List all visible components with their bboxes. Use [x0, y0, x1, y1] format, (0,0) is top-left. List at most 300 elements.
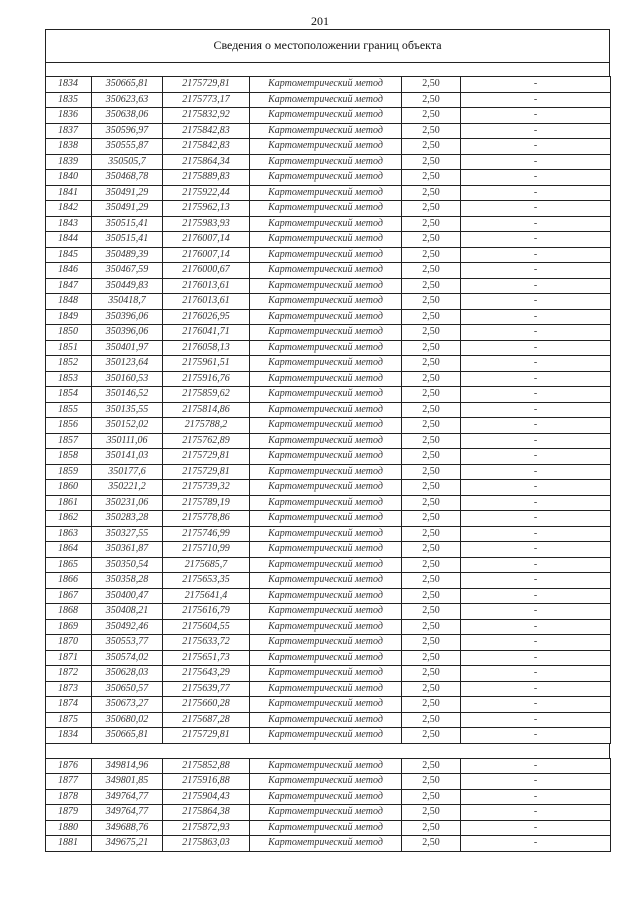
- x-coordinate-cell: 350400,47: [92, 588, 163, 604]
- point-number-cell: 1844: [46, 232, 92, 248]
- point-number-cell: 1868: [46, 604, 92, 620]
- note-cell: -: [461, 728, 611, 744]
- note-cell: -: [461, 216, 611, 232]
- x-coordinate-cell: 350401,97: [92, 340, 163, 356]
- method-cell: Картометрический метод: [250, 542, 402, 558]
- table-header-frame: [45, 29, 610, 76]
- x-coordinate-cell: 350596,97: [92, 123, 163, 139]
- point-number-cell: 1843: [46, 216, 92, 232]
- method-cell: Картометрический метод: [250, 170, 402, 186]
- method-cell: Картометрический метод: [250, 185, 402, 201]
- table-row: [46, 402, 611, 418]
- x-coordinate-cell: 350553,77: [92, 635, 163, 651]
- note-cell: -: [461, 449, 611, 465]
- header-divider: [46, 62, 609, 63]
- accuracy-cell: 2,50: [402, 542, 461, 558]
- point-number-cell: 1871: [46, 650, 92, 666]
- note-cell: -: [461, 356, 611, 372]
- note-cell: -: [461, 588, 611, 604]
- x-coordinate-cell: 350327,55: [92, 526, 163, 542]
- y-coordinate-cell: 2175739,32: [163, 480, 250, 496]
- method-cell: Картометрический метод: [250, 697, 402, 713]
- table-row: [46, 495, 611, 511]
- point-number-cell: 1857: [46, 433, 92, 449]
- x-coordinate-cell: 350135,55: [92, 402, 163, 418]
- table-row: [46, 650, 611, 666]
- x-coordinate-cell: 350468,78: [92, 170, 163, 186]
- accuracy-cell: 2,50: [402, 418, 461, 434]
- table-row: [46, 263, 611, 279]
- point-number-cell: 1846: [46, 263, 92, 279]
- point-number-cell: 1837: [46, 123, 92, 139]
- table-row: [46, 216, 611, 232]
- table-row: [46, 604, 611, 620]
- accuracy-cell: 2,50: [402, 108, 461, 124]
- note-cell: -: [461, 697, 611, 713]
- point-number-cell: 1867: [46, 588, 92, 604]
- note-cell: -: [461, 789, 611, 805]
- y-coordinate-cell: 2175653,35: [163, 573, 250, 589]
- table-row: [46, 185, 611, 201]
- table-row: [46, 635, 611, 651]
- method-cell: Картометрический метод: [250, 619, 402, 635]
- method-cell: Картометрический метод: [250, 294, 402, 310]
- point-number-cell: 1873: [46, 681, 92, 697]
- note-cell: -: [461, 666, 611, 682]
- accuracy-cell: 2,50: [402, 619, 461, 635]
- table-row: [46, 836, 611, 852]
- x-coordinate-cell: 350515,41: [92, 232, 163, 248]
- method-cell: Картометрический метод: [250, 92, 402, 108]
- note-cell: -: [461, 371, 611, 387]
- table-row: [46, 139, 611, 155]
- accuracy-cell: 2,50: [402, 170, 461, 186]
- x-coordinate-cell: 350665,81: [92, 728, 163, 744]
- accuracy-cell: 2,50: [402, 712, 461, 728]
- point-number-cell: 1834: [46, 77, 92, 93]
- point-number-cell: 1872: [46, 666, 92, 682]
- point-number-cell: 1850: [46, 325, 92, 341]
- y-coordinate-cell: 2175889,83: [163, 170, 250, 186]
- accuracy-cell: 2,50: [402, 557, 461, 573]
- note-cell: -: [461, 294, 611, 310]
- table-row: [46, 789, 611, 805]
- x-coordinate-cell: 350358,28: [92, 573, 163, 589]
- y-coordinate-cell: 2175729,81: [163, 449, 250, 465]
- y-coordinate-cell: 2175729,81: [163, 77, 250, 93]
- method-cell: Картометрический метод: [250, 805, 402, 821]
- accuracy-cell: 2,50: [402, 758, 461, 774]
- y-coordinate-cell: 2175746,99: [163, 526, 250, 542]
- point-number-cell: 1862: [46, 511, 92, 527]
- y-coordinate-cell: 2175641,4: [163, 588, 250, 604]
- y-coordinate-cell: 2176013,61: [163, 294, 250, 310]
- method-cell: Картометрический метод: [250, 356, 402, 372]
- note-cell: -: [461, 712, 611, 728]
- method-cell: Картометрический метод: [250, 201, 402, 217]
- point-number-cell: 1880: [46, 820, 92, 836]
- accuracy-cell: 2,50: [402, 449, 461, 465]
- method-cell: Картометрический метод: [250, 154, 402, 170]
- x-coordinate-cell: 350361,87: [92, 542, 163, 558]
- point-number-cell: 1847: [46, 278, 92, 294]
- point-number-cell: 1864: [46, 542, 92, 558]
- y-coordinate-cell: 2175773,17: [163, 92, 250, 108]
- note-cell: -: [461, 433, 611, 449]
- y-coordinate-cell: 2175660,28: [163, 697, 250, 713]
- x-coordinate-cell: 349814,96: [92, 758, 163, 774]
- x-coordinate-cell: 349688,76: [92, 820, 163, 836]
- accuracy-cell: 2,50: [402, 635, 461, 651]
- accuracy-cell: 2,50: [402, 573, 461, 589]
- point-number-cell: 1860: [46, 480, 92, 496]
- y-coordinate-cell: 2175864,34: [163, 154, 250, 170]
- accuracy-cell: 2,50: [402, 495, 461, 511]
- table-row: [46, 681, 611, 697]
- table-row: [46, 108, 611, 124]
- note-cell: -: [461, 139, 611, 155]
- accuracy-cell: 2,50: [402, 526, 461, 542]
- table-row: [46, 820, 611, 836]
- table-row: [46, 449, 611, 465]
- note-cell: -: [461, 185, 611, 201]
- table-row: [46, 619, 611, 635]
- section-gap: [45, 744, 610, 758]
- method-cell: Картометрический метод: [250, 216, 402, 232]
- accuracy-cell: 2,50: [402, 697, 461, 713]
- point-number-cell: 1856: [46, 418, 92, 434]
- y-coordinate-cell: 2176007,14: [163, 232, 250, 248]
- y-coordinate-cell: 2175762,89: [163, 433, 250, 449]
- table-row: [46, 247, 611, 263]
- table-row: [46, 557, 611, 573]
- x-coordinate-cell: 350141,03: [92, 449, 163, 465]
- y-coordinate-cell: 2175842,83: [163, 139, 250, 155]
- table-row: [46, 712, 611, 728]
- accuracy-cell: 2,50: [402, 77, 461, 93]
- table-row: [46, 666, 611, 682]
- point-number-cell: 1848: [46, 294, 92, 310]
- y-coordinate-cell: 2175729,81: [163, 728, 250, 744]
- table-row: [46, 526, 611, 542]
- x-coordinate-cell: 350638,06: [92, 108, 163, 124]
- method-cell: Картометрический метод: [250, 728, 402, 744]
- method-cell: Картометрический метод: [250, 681, 402, 697]
- accuracy-cell: 2,50: [402, 356, 461, 372]
- x-coordinate-cell: 350665,81: [92, 77, 163, 93]
- accuracy-cell: 2,50: [402, 650, 461, 666]
- accuracy-cell: 2,50: [402, 588, 461, 604]
- y-coordinate-cell: 2175842,83: [163, 123, 250, 139]
- x-coordinate-cell: 350489,39: [92, 247, 163, 263]
- method-cell: Картометрический метод: [250, 418, 402, 434]
- note-cell: -: [461, 325, 611, 341]
- method-cell: Картометрический метод: [250, 433, 402, 449]
- table-row: [46, 371, 611, 387]
- table-row: [46, 123, 611, 139]
- table-row: [46, 77, 611, 93]
- x-coordinate-cell: 350574,02: [92, 650, 163, 666]
- x-coordinate-cell: 350408,21: [92, 604, 163, 620]
- method-cell: Картометрический метод: [250, 340, 402, 356]
- method-cell: Картометрический метод: [250, 402, 402, 418]
- method-cell: Картометрический метод: [250, 495, 402, 511]
- point-number-cell: 1841: [46, 185, 92, 201]
- method-cell: Картометрический метод: [250, 77, 402, 93]
- table-row: [46, 758, 611, 774]
- y-coordinate-cell: 2175922,44: [163, 185, 250, 201]
- y-coordinate-cell: 2175639,77: [163, 681, 250, 697]
- x-coordinate-cell: 350673,27: [92, 697, 163, 713]
- note-cell: -: [461, 201, 611, 217]
- point-number-cell: 1849: [46, 309, 92, 325]
- accuracy-cell: 2,50: [402, 123, 461, 139]
- x-coordinate-cell: 350515,41: [92, 216, 163, 232]
- method-cell: Картометрический метод: [250, 650, 402, 666]
- note-cell: -: [461, 758, 611, 774]
- note-cell: -: [461, 650, 611, 666]
- table-row: [46, 588, 611, 604]
- point-number-cell: 1870: [46, 635, 92, 651]
- accuracy-cell: 2,50: [402, 402, 461, 418]
- point-number-cell: 1853: [46, 371, 92, 387]
- y-coordinate-cell: 2175863,03: [163, 836, 250, 852]
- coordinates-table-section-2: [45, 758, 611, 852]
- x-coordinate-cell: 349801,85: [92, 774, 163, 790]
- accuracy-cell: 2,50: [402, 604, 461, 620]
- y-coordinate-cell: 2175616,79: [163, 604, 250, 620]
- note-cell: -: [461, 480, 611, 496]
- x-coordinate-cell: 350628,03: [92, 666, 163, 682]
- note-cell: -: [461, 774, 611, 790]
- x-coordinate-cell: 350491,29: [92, 201, 163, 217]
- point-number-cell: 1842: [46, 201, 92, 217]
- note-cell: -: [461, 619, 611, 635]
- y-coordinate-cell: 2175872,93: [163, 820, 250, 836]
- accuracy-cell: 2,50: [402, 805, 461, 821]
- y-coordinate-cell: 2175864,38: [163, 805, 250, 821]
- note-cell: -: [461, 604, 611, 620]
- table-row: [46, 480, 611, 496]
- accuracy-cell: 2,50: [402, 309, 461, 325]
- point-number-cell: 1838: [46, 139, 92, 155]
- accuracy-cell: 2,50: [402, 480, 461, 496]
- x-coordinate-cell: 350221,2: [92, 480, 163, 496]
- method-cell: Картометрический метод: [250, 449, 402, 465]
- table-row: [46, 728, 611, 744]
- table-row: [46, 511, 611, 527]
- y-coordinate-cell: 2175710,99: [163, 542, 250, 558]
- table-row: [46, 697, 611, 713]
- x-coordinate-cell: 350177,6: [92, 464, 163, 480]
- y-coordinate-cell: 2176026,95: [163, 309, 250, 325]
- accuracy-cell: 2,50: [402, 247, 461, 263]
- note-cell: -: [461, 309, 611, 325]
- point-number-cell: 1874: [46, 697, 92, 713]
- table-row: [46, 433, 611, 449]
- table-row: [46, 309, 611, 325]
- y-coordinate-cell: 2175962,13: [163, 201, 250, 217]
- note-cell: -: [461, 278, 611, 294]
- x-coordinate-cell: 350396,06: [92, 309, 163, 325]
- accuracy-cell: 2,50: [402, 139, 461, 155]
- method-cell: Картометрический метод: [250, 635, 402, 651]
- table-row: [46, 805, 611, 821]
- note-cell: -: [461, 232, 611, 248]
- y-coordinate-cell: 2176058,13: [163, 340, 250, 356]
- method-cell: Картометрический метод: [250, 666, 402, 682]
- accuracy-cell: 2,50: [402, 371, 461, 387]
- table-row: [46, 774, 611, 790]
- accuracy-cell: 2,50: [402, 232, 461, 248]
- note-cell: -: [461, 108, 611, 124]
- point-number-cell: 1865: [46, 557, 92, 573]
- note-cell: -: [461, 542, 611, 558]
- table-row: [46, 92, 611, 108]
- note-cell: -: [461, 526, 611, 542]
- point-number-cell: 1840: [46, 170, 92, 186]
- table-row: [46, 542, 611, 558]
- page-number: 201: [311, 14, 329, 28]
- point-number-cell: 1876: [46, 758, 92, 774]
- x-coordinate-cell: 349675,21: [92, 836, 163, 852]
- method-cell: Картометрический метод: [250, 588, 402, 604]
- y-coordinate-cell: 2175859,62: [163, 387, 250, 403]
- x-coordinate-cell: 350650,57: [92, 681, 163, 697]
- y-coordinate-cell: 2175916,88: [163, 774, 250, 790]
- point-number-cell: 1845: [46, 247, 92, 263]
- table-row: [46, 325, 611, 341]
- accuracy-cell: 2,50: [402, 681, 461, 697]
- table-row: [46, 418, 611, 434]
- point-number-cell: 1861: [46, 495, 92, 511]
- note-cell: -: [461, 820, 611, 836]
- accuracy-cell: 2,50: [402, 820, 461, 836]
- x-coordinate-cell: 350111,06: [92, 433, 163, 449]
- y-coordinate-cell: 2175685,7: [163, 557, 250, 573]
- note-cell: -: [461, 340, 611, 356]
- x-coordinate-cell: 349764,77: [92, 805, 163, 821]
- table-row: [46, 464, 611, 480]
- method-cell: Картометрический метод: [250, 820, 402, 836]
- method-cell: Картометрический метод: [250, 836, 402, 852]
- x-coordinate-cell: 350623,63: [92, 92, 163, 108]
- y-coordinate-cell: 2176013,61: [163, 278, 250, 294]
- y-coordinate-cell: 2175729,81: [163, 464, 250, 480]
- y-coordinate-cell: 2175904,43: [163, 789, 250, 805]
- accuracy-cell: 2,50: [402, 511, 461, 527]
- x-coordinate-cell: 350152,02: [92, 418, 163, 434]
- table-row: [46, 294, 611, 310]
- note-cell: -: [461, 123, 611, 139]
- y-coordinate-cell: 2176000,67: [163, 263, 250, 279]
- table-row: [46, 201, 611, 217]
- x-coordinate-cell: 350146,52: [92, 387, 163, 403]
- y-coordinate-cell: 2176007,14: [163, 247, 250, 263]
- y-coordinate-cell: 2175916,76: [163, 371, 250, 387]
- y-coordinate-cell: 2175983,93: [163, 216, 250, 232]
- note-cell: -: [461, 77, 611, 93]
- method-cell: Картометрический метод: [250, 789, 402, 805]
- method-cell: Картометрический метод: [250, 387, 402, 403]
- method-cell: Картометрический метод: [250, 526, 402, 542]
- note-cell: -: [461, 495, 611, 511]
- accuracy-cell: 2,50: [402, 774, 461, 790]
- method-cell: Картометрический метод: [250, 758, 402, 774]
- table-row: [46, 154, 611, 170]
- method-cell: Картометрический метод: [250, 108, 402, 124]
- point-number-cell: 1836: [46, 108, 92, 124]
- table-row: [46, 573, 611, 589]
- accuracy-cell: 2,50: [402, 325, 461, 341]
- y-coordinate-cell: 2175604,55: [163, 619, 250, 635]
- accuracy-cell: 2,50: [402, 294, 461, 310]
- method-cell: Картометрический метод: [250, 278, 402, 294]
- method-cell: Картометрический метод: [250, 480, 402, 496]
- x-coordinate-cell: 349764,77: [92, 789, 163, 805]
- x-coordinate-cell: 350505,7: [92, 154, 163, 170]
- method-cell: Картометрический метод: [250, 573, 402, 589]
- note-cell: -: [461, 805, 611, 821]
- note-cell: -: [461, 836, 611, 852]
- method-cell: Картометрический метод: [250, 309, 402, 325]
- point-number-cell: 1877: [46, 774, 92, 790]
- note-cell: -: [461, 557, 611, 573]
- method-cell: Картометрический метод: [250, 232, 402, 248]
- note-cell: -: [461, 464, 611, 480]
- y-coordinate-cell: 2175687,28: [163, 712, 250, 728]
- point-number-cell: 1875: [46, 712, 92, 728]
- point-number-cell: 1863: [46, 526, 92, 542]
- point-number-cell: 1839: [46, 154, 92, 170]
- point-number-cell: 1852: [46, 356, 92, 372]
- point-number-cell: 1834: [46, 728, 92, 744]
- accuracy-cell: 2,50: [402, 263, 461, 279]
- accuracy-cell: 2,50: [402, 185, 461, 201]
- note-cell: -: [461, 402, 611, 418]
- x-coordinate-cell: 350283,28: [92, 511, 163, 527]
- method-cell: Картометрический метод: [250, 774, 402, 790]
- table-row: [46, 340, 611, 356]
- method-cell: Картометрический метод: [250, 247, 402, 263]
- method-cell: Картометрический метод: [250, 263, 402, 279]
- note-cell: -: [461, 681, 611, 697]
- point-number-cell: 1866: [46, 573, 92, 589]
- note-cell: -: [461, 418, 611, 434]
- table-row: [46, 356, 611, 372]
- table-title: Сведения о местоположении границ объекта: [213, 38, 442, 52]
- note-cell: -: [461, 263, 611, 279]
- x-coordinate-cell: 350467,59: [92, 263, 163, 279]
- x-coordinate-cell: 350350,54: [92, 557, 163, 573]
- method-cell: Картометрический метод: [250, 511, 402, 527]
- note-cell: -: [461, 247, 611, 263]
- x-coordinate-cell: 350492,46: [92, 619, 163, 635]
- accuracy-cell: 2,50: [402, 666, 461, 682]
- y-coordinate-cell: 2175778,86: [163, 511, 250, 527]
- x-coordinate-cell: 350491,29: [92, 185, 163, 201]
- point-number-cell: 1879: [46, 805, 92, 821]
- x-coordinate-cell: 350123,64: [92, 356, 163, 372]
- y-coordinate-cell: 2175832,92: [163, 108, 250, 124]
- x-coordinate-cell: 350160,53: [92, 371, 163, 387]
- method-cell: Картометрический метод: [250, 464, 402, 480]
- accuracy-cell: 2,50: [402, 789, 461, 805]
- point-number-cell: 1881: [46, 836, 92, 852]
- y-coordinate-cell: 2175814,86: [163, 402, 250, 418]
- note-cell: -: [461, 387, 611, 403]
- y-coordinate-cell: 2175643,29: [163, 666, 250, 682]
